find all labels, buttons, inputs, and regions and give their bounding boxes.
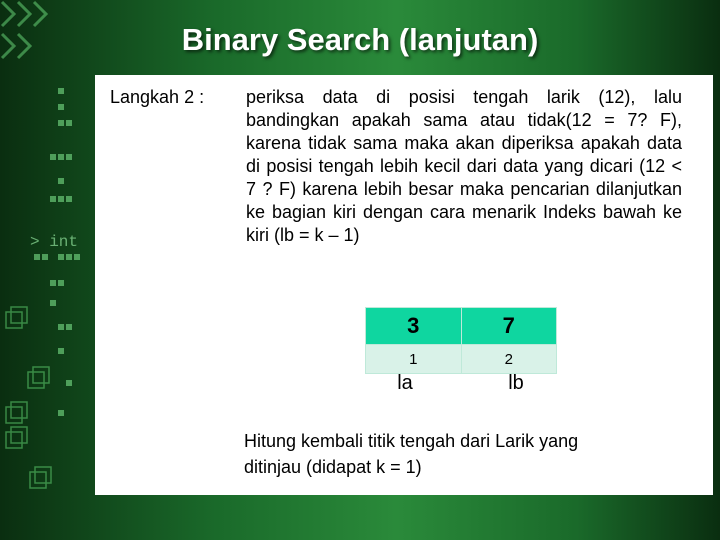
array-table bbox=[365, 307, 557, 374]
pointer-lb: lb bbox=[508, 372, 524, 394]
pointer-la: la bbox=[397, 372, 413, 394]
array-value-cell: 3 bbox=[366, 308, 462, 345]
array-index-row bbox=[366, 345, 557, 374]
step-description: periksa data di posisi tengah larik (12), lalu bandingkan apakah sama atau tidak(12 = 7? F), karena tidak sama maka akan diperiksa apakah data di posisi tengah lebih kecil dari data yang dicari (12 < 7 ? F) karena lebih besar maka pencarian dilanjutkan ke bagian kiri dengan cara menarik Indeks bawah ke kiri (lb = k – 1) bbox=[246, 87, 682, 245]
footer-line-2: ditinjau (didapat k = 1) bbox=[244, 457, 422, 477]
array-values-row bbox=[366, 308, 557, 345]
footer-line-1: Hitung kembali titik tengah dari Larik yang bbox=[244, 431, 579, 451]
svg-text:> int: > int bbox=[30, 233, 79, 251]
slide-title: Binary Search (lanjutan) bbox=[181, 22, 539, 57]
footer-note bbox=[244, 428, 578, 480]
array-index-cell: 1 bbox=[366, 345, 462, 374]
step-label: Langkah 2 : bbox=[110, 87, 205, 107]
array-index-cell: 2 bbox=[461, 345, 557, 374]
array-value-cell: 7 bbox=[461, 308, 557, 345]
